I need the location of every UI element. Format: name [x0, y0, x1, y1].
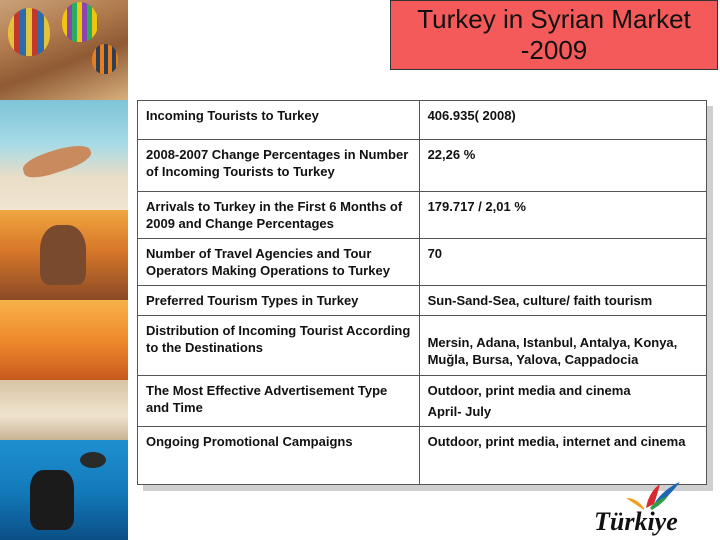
- row-value: Sun-Sand-Sea, culture/ faith tourism: [419, 286, 706, 316]
- balloon-shape: [62, 2, 98, 42]
- table-row: [138, 427, 707, 485]
- title-box: [390, 0, 718, 70]
- table-row: [138, 316, 707, 376]
- photo-collage: [0, 0, 128, 540]
- table-row: [138, 376, 707, 427]
- page-title: Turkey in Syrian Market -2009: [417, 4, 691, 65]
- row-label: 2008-2007 Change Percentages in Number of Incoming Tourists to Turkey: [138, 140, 420, 192]
- row-label: Arrivals to Turkey in the First 6 Months of 2009 and Change Percentages: [138, 192, 420, 239]
- diver-shape: [30, 470, 74, 530]
- sunset-photo: [0, 300, 128, 380]
- row-value: Outdoor, print media, internet and cinema: [419, 427, 706, 485]
- table-row: [138, 192, 707, 239]
- stone-head-shape: [40, 225, 86, 285]
- row-value: 22,26 %: [419, 140, 706, 192]
- tourism-info-table: [137, 100, 707, 485]
- balloon-shape: [92, 44, 118, 74]
- row-value: Mersin, Adana, Istanbul, Antalya, Konya, Muğla, Bursa, Yalova, Cappadocia: [427, 335, 678, 367]
- travertine-photo: [0, 380, 128, 440]
- row-label: Number of Travel Agencies and Tour Operators Making Operations to Turkey: [138, 239, 420, 286]
- table-row: [138, 101, 707, 140]
- row-label: Incoming Tourists to Turkey: [138, 101, 420, 140]
- row-value-timing: April- July: [427, 404, 492, 419]
- hot-air-balloons-photo: [0, 0, 128, 100]
- row-value: 179.717 / 2,01 %: [419, 192, 706, 239]
- row-label: Preferred Tourism Types in Turkey: [138, 286, 420, 316]
- table-row: [138, 286, 707, 316]
- row-label: Ongoing Promotional Campaigns: [138, 427, 420, 485]
- row-value: 406.935( 2008): [419, 101, 706, 140]
- row-label: The Most Effective Advertisement Type and Time: [138, 376, 420, 427]
- row-value: 70: [419, 239, 706, 286]
- diver-shape: [80, 452, 106, 468]
- table-row: [138, 140, 707, 192]
- row-label: Distribution of Incoming Tourist According to the Destinations: [138, 316, 420, 376]
- logo-wordmark: Türkiye: [594, 507, 678, 536]
- row-value: Outdoor, print media and cinema: [427, 383, 631, 398]
- tulip-logo-icon: [626, 482, 680, 510]
- turkiye-logo: [588, 478, 713, 536]
- table-row: [138, 239, 707, 286]
- balloon-shape: [8, 8, 50, 56]
